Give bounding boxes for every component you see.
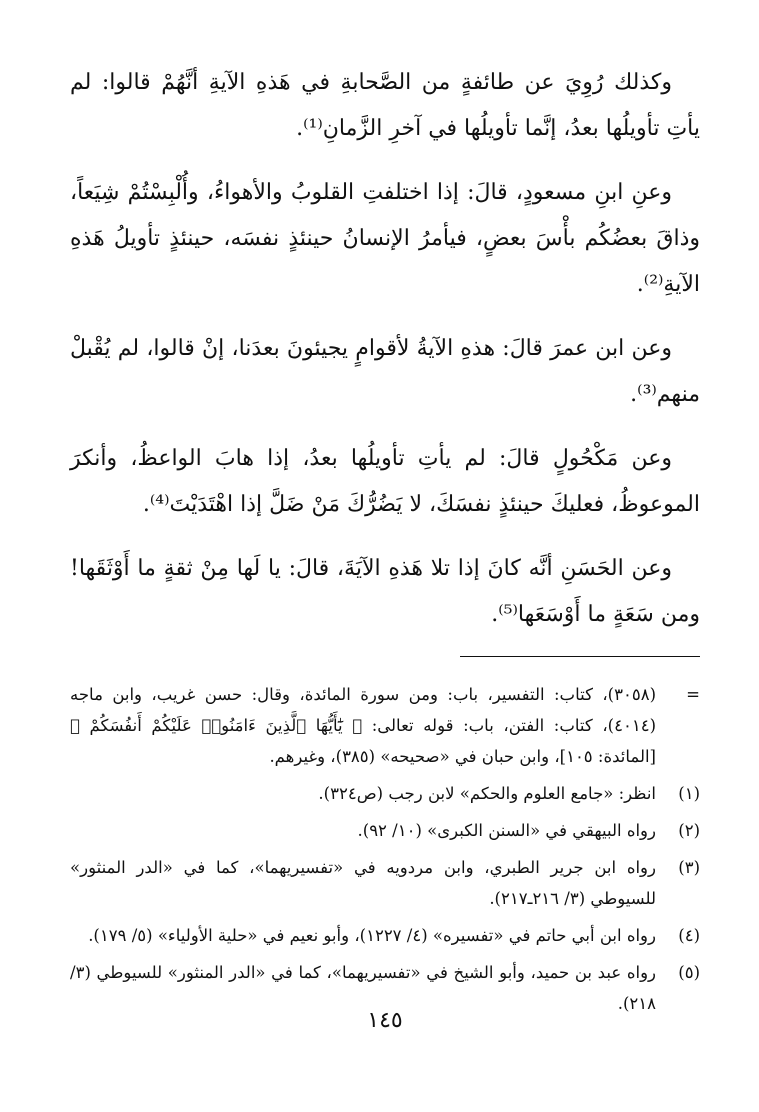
footnote-text: رواه ابن جرير الطبري، وابن مردويه في «تفسيريهما»، كما في «الدر المنثور» للسيوطي (٣/ ٢١٦ـ٢١٧). (70, 858, 656, 908)
footnote-number: (٤) (678, 926, 700, 945)
footnote-item (70, 920, 700, 951)
footnote-divider (460, 656, 700, 657)
book-page (70, 60, 700, 1060)
page-number: ١٤٥ (367, 1008, 403, 1033)
footnote-text: رواه عبد بن حميد، وأبو الشيخ في «تفسيريهما»، كما في «الدر المنثور» للسيوطي (٣/ ٢١٨). (70, 963, 656, 1013)
footnote-text: رواه البيهقي في «السنن الكبرى» (١٠/ ٩٢). (357, 821, 656, 840)
paragraph: وعن الحَسَنِ أنَّه كانَ إذا تلا هَذهِ الآيَةَ، قالَ: يا لَها مِنْ ثقةٍ ما أَوْثَقَها! ومن سَعَةٍ ما أَوْسَعَها⁽⁵⁾. (70, 556, 700, 627)
footnote-number: (٥) (678, 963, 700, 982)
footnote-item (70, 852, 700, 914)
footnote-marker: = (686, 685, 700, 704)
footnote-item (70, 815, 700, 846)
footnote-number: (٣) (678, 858, 700, 877)
footnote-number: (١) (678, 784, 700, 803)
paragraph: وعنِ ابنِ مسعودٍ، قالَ: إذا اختلفتِ القلوبُ والأهواءُ، وأُلْبِسْتُمْ شِيَعاً، وذاقَ بعضُكُم بأْسَ بعضٍ، فيأمرُ الإنسانُ حينئذٍ نفسَه، حينئذٍ تأويلُ هَذهِ الآيةِ⁽²⁾. (70, 180, 700, 297)
footnote-text: (٣٠٥٨)، كتاب: التفسير، باب: ومن سورة المائدة، وقال: حسن غريب، وابن ماجه (٤٠١٤)، كتاب: الفتن، باب: قوله تعالى: ﴿ يَٰٓأَيُّهَا ٱلَّذِينَ ءَامَنُوا۟ عَلَيْكُمْ أَنفُسَكُمْ ﴾ [المائدة: ١٠٥]، وابن حبان في «صحيحه» (٣٨٥)، وغيرهم. (70, 685, 656, 766)
paragraph: وعن ابن عمرَ قالَ: هذهِ الآيةُ لأقوامٍ يجيئونَ بعدَنا، إنْ قالوا، لم يُقْبلْ منهم⁽³⁾. (70, 336, 700, 407)
footnote-item (70, 778, 700, 809)
footnotes (70, 679, 700, 1019)
footnote-number: (٢) (678, 821, 700, 840)
main-text (70, 60, 700, 638)
footnote-text: انظر: «جامع العلوم والحكم» لابن رجب (ص٣٢٤). (318, 784, 656, 803)
paragraph: وعن مَكْحُولٍ قالَ: لم يأتِ تأويلُها بعدُ، إذا هابَ الواعظُ، وأنكرَ الموعوظُ، فعليكَ حينئذٍ نفسَكَ، لا يَضُرُّكَ مَنْ ضَلَّ إذا اهْتَدَيْتَ⁽⁴⁾. (70, 446, 700, 517)
footnote-continuation (70, 679, 700, 772)
paragraph: وكذلك رُوِيَ عن طائفةٍ من الصَّحابةِ في هَذهِ الآيةِ أنَّهُمْ قالوا: لم يأتِ تأويلُها بعدُ، إنَّما تأويلُها في آخرِ الزَّمانِ⁽¹⁾. (70, 70, 700, 141)
footnote-text: رواه ابن أبي حاتم في «تفسيره» (٤/ ١٢٢٧)، وأبو نعيم في «حلية الأولياء» (٥/ ١٧٩). (88, 926, 656, 945)
